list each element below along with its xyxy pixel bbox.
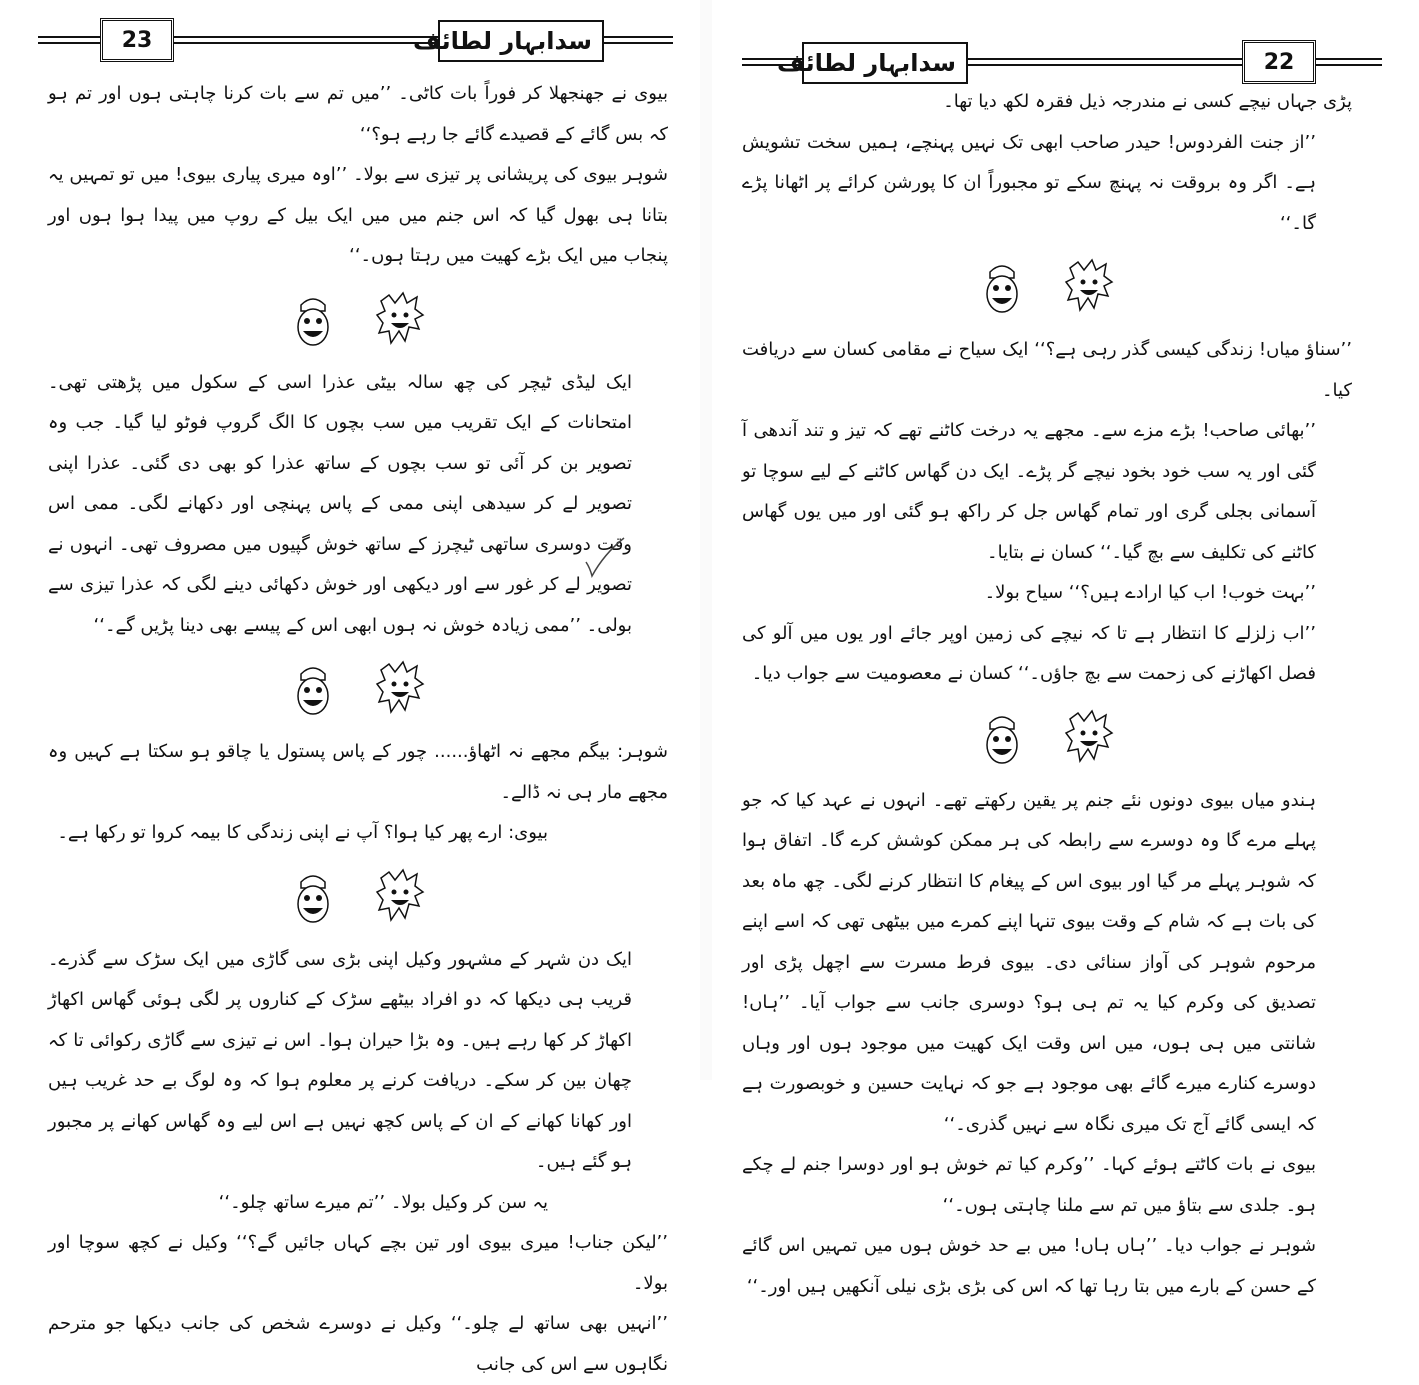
paragraph: بیوی نے جھنجھلا کر فوراً بات کاٹی۔ ’’میں تم سے بات کرنا چاہتی ہوں اور تم ہو کہ بس گائے کے قصیدے گائے جا رہے ہو؟‘‘ xyxy=(48,83,668,145)
page-text xyxy=(742,82,1352,1307)
page-header xyxy=(38,16,673,66)
spiky-laughing-face-icon xyxy=(1064,709,1114,767)
paragraph: شوہر بیوی کی پریشانی پر تیزی سے بولا۔ ’’اوہ میری پیاری بیوی! میں تو تمہیں یہ بتانا ہی بھول گیا کہ اس جنم میں میں ایک بیل کے روپ میں پیدا ہوا ہوں اور پنجاب میں ایک بڑے کھیت میں رہتا ہوں۔‘‘ xyxy=(48,164,668,266)
paragraph: پڑی جہاں نیچے کسی نے مندرجہ ذیل فقرہ لکھ دیا تھا۔ xyxy=(943,91,1352,112)
paragraph: شوہر: بیگم مجھے نہ اٹھاؤ...... چور کے پاس پستول یا چاقو ہو سکتا ہے کہیں وہ مجھے مار ہی نہ ڈالے۔ xyxy=(48,741,668,803)
joke-separator xyxy=(48,277,668,363)
paragraph: ’’سناؤ میاں! زندگی کیسی گذر رہی ہے؟‘‘ ایک سیاح نے مقامی کسان سے دریافت کیا۔ xyxy=(742,339,1352,401)
book-gutter xyxy=(700,0,712,1080)
page-23 xyxy=(0,0,700,1375)
laughing-face-icon xyxy=(291,291,335,349)
page-header xyxy=(742,38,1382,88)
joke-separator xyxy=(48,854,668,940)
paragraph: ’’از جنت الفردوس! حیدر صاحب ابھی تک نہیں پہنچے، ہمیں سخت تشویش ہے۔ اگر وہ بروقت نہ پہنچ سکے تو مجبوراً ان کا پورشن کرائے پر اٹھانا پڑے گا۔‘‘ xyxy=(742,131,1316,234)
joke-separator xyxy=(742,695,1352,781)
paragraph: ایک لیڈی ٹیچر کی چھ سالہ بیٹی عذرا اسی کے سکول میں پڑھتی تھی۔ امتحانات کے ایک تقریب میں سب بچوں کا الگ گروپ فوٹو لیا گیا۔ جب وہ تصویر بن کر آئی تو سب بچوں کے ساتھ عذرا کو بھی دی گئی۔ عذرا اپنی تصویر لے کر سیدھی اپنی ممی کے پاس پہنچی اور دکھانے لگی۔ ممی اس وقت دوسری ساتھی ٹیچرز کے ساتھ خوش گپیوں میں مصروف تھی۔ انہوں نے تصویر لے کر غور سے اور دیکھی اور خوش دکھائی دینے لگی کہ عذرا تیزی سے بولی۔ ’’ممی زیادہ خوش نہ ہوں ابھی اس کے پیسے بھی دینا پڑیں گے۔‘‘ xyxy=(48,371,632,636)
book-title: سدابہار لطائف xyxy=(438,20,604,62)
spiky-laughing-face-icon xyxy=(375,291,425,349)
laughing-face-icon xyxy=(291,868,335,926)
laughing-face-icon xyxy=(980,709,1024,767)
paragraph: ہندو میاں بیوی دونوں نئے جنم پر یقین رکھتے تھے۔ انہوں نے عہد کیا کہ جو پہلے مرے گا وہ دوسرے سے رابطہ کی ہر ممکن کوشش کرے گا۔ اتفاق ہوا کہ شوہر پہلے مر گیا اور بیوی اس کے پیغام کا انتظار کرنے لگی۔ چھ ماہ بعد کی بات ہے کہ شام کے وقت بیوی تنہا اپنے کمرے میں بیٹھی تھی کہ اسے اپنے مرحوم شوہر کی آواز سنائی دی۔ بیوی فرط مسرت سے اچھل پڑی اور تصدیق کی وکرم کیا یہ تم ہی ہو؟ دوسری جانب سے جواب آیا۔ ’’ہاں! شانتی میں ہی ہوں، میں اس وقت ایک کھیت میں موجود ہوں اور وہاں دوسرے کنارے میرے گائے بھی موجود ہے جو کہ نہایت حسین و خوبصورت ہے کہ ایسی گائے آج تک میری نگاہ سے نہیں گذری۔‘‘ xyxy=(742,789,1316,1135)
laughing-face-icon xyxy=(291,660,335,718)
page-number: 23 xyxy=(100,18,174,62)
paragraph: ’’اب زلزلے کا انتظار ہے تا کہ نیچے کی زمین اوپر جائے اور یوں میں آلو کی فصل اکھاڑنے کی زحمت سے بچ جاؤں۔‘‘ کسان نے معصومیت سے جواب دیا۔ xyxy=(742,622,1316,684)
joke-separator xyxy=(742,244,1352,330)
page-22 xyxy=(712,0,1419,1297)
paragraph: ’’بھائی صاحب! بڑے مزے سے۔ مجھے یہ درخت کاٹنے تھے کہ تیز و تند آندھی آ گئی اور یہ سب خود بخود نیچے گر پڑے۔ ایک دن گھاس کاٹنے کے لیے سوچا تو آسمانی بجلی گری اور تمام گھاس جل کر راکھ ہو گئی اور میں یوں گھاس کاٹنے کی تکلیف سے بچ گیا۔‘‘ کسان نے بتایا۔ xyxy=(742,420,1316,563)
paragraph: ’’انہیں بھی ساتھ لے چلو۔‘‘ وکیل نے دوسرے شخص کی جانب دیکھا جو مترحم نگاہوں سے اس کی جانب xyxy=(48,1313,668,1375)
spiky-laughing-face-icon xyxy=(1064,258,1114,316)
paragraph: یہ سن کر وکیل بولا۔ ’’تم میرے ساتھ چلو۔‘‘ xyxy=(218,1191,548,1213)
spiky-laughing-face-icon xyxy=(375,660,425,718)
paragraph: بیوی: ارے پھر کیا ہوا؟ آپ نے اپنی زندگی کا بیمہ کروا تو رکھا ہے۔ xyxy=(57,822,548,843)
joke-separator xyxy=(48,646,668,732)
book-title: سدابہار لطائف xyxy=(802,42,968,84)
paragraph: بیوی نے بات کاٹتے ہوئے کہا۔ ’’وکرم کیا تم خوش ہو اور دوسرا جنم لے چکے ہو۔ جلدی سے بتاؤ میں تم سے ملنا چاہتی ہوں۔‘‘ xyxy=(742,1154,1316,1216)
paragraph: ’’بہت خوب! اب کیا ارادے ہیں؟‘‘ سیاح بولا۔ xyxy=(984,582,1316,603)
page-number: 22 xyxy=(1242,40,1316,84)
paragraph: شوہر نے جواب دیا۔ ’’ہاں ہاں! میں بے حد خوش ہوں میں تمہیں اس گائے کے حسن کے بارے میں بتا رہا تھا کہ اس کی بڑی بڑی نیلی آنکھیں ہیں اور۔‘‘ xyxy=(742,1235,1316,1297)
checkmark-icon xyxy=(582,536,626,580)
page-text xyxy=(48,74,668,1385)
paragraph: ’’لیکن جناب! میری بیوی اور تین بچے کہاں جائیں گے؟‘‘ وکیل نے کچھ سوچا اور بولا۔ xyxy=(48,1232,668,1294)
paragraph: ایک دن شہر کے مشہور وکیل اپنی بڑی سی گاڑی میں ایک سڑک سے گذرے۔ قریب ہی دیکھا کہ دو افراد بیٹھے سڑک کے کناروں پر لگی ہوئی گھاس اکھاڑ اکھاڑ کر کھا رہے ہیں۔ وہ بڑا حیران ہوا۔ اس نے تیزی سے گاڑی رکوائی تا کہ چھان بین کر سکے۔ دریافت کرنے پر معلوم ہوا کہ وہ لوگ بے حد غریب ہیں اور کھانا کھانے کے ان کے پاس کچھ نہیں ہے اس لیے وہ گھاس کھانے پر مجبور ہو گئے ہیں۔ xyxy=(48,948,632,1172)
laughing-face-icon xyxy=(980,258,1024,316)
spiky-laughing-face-icon xyxy=(375,868,425,926)
